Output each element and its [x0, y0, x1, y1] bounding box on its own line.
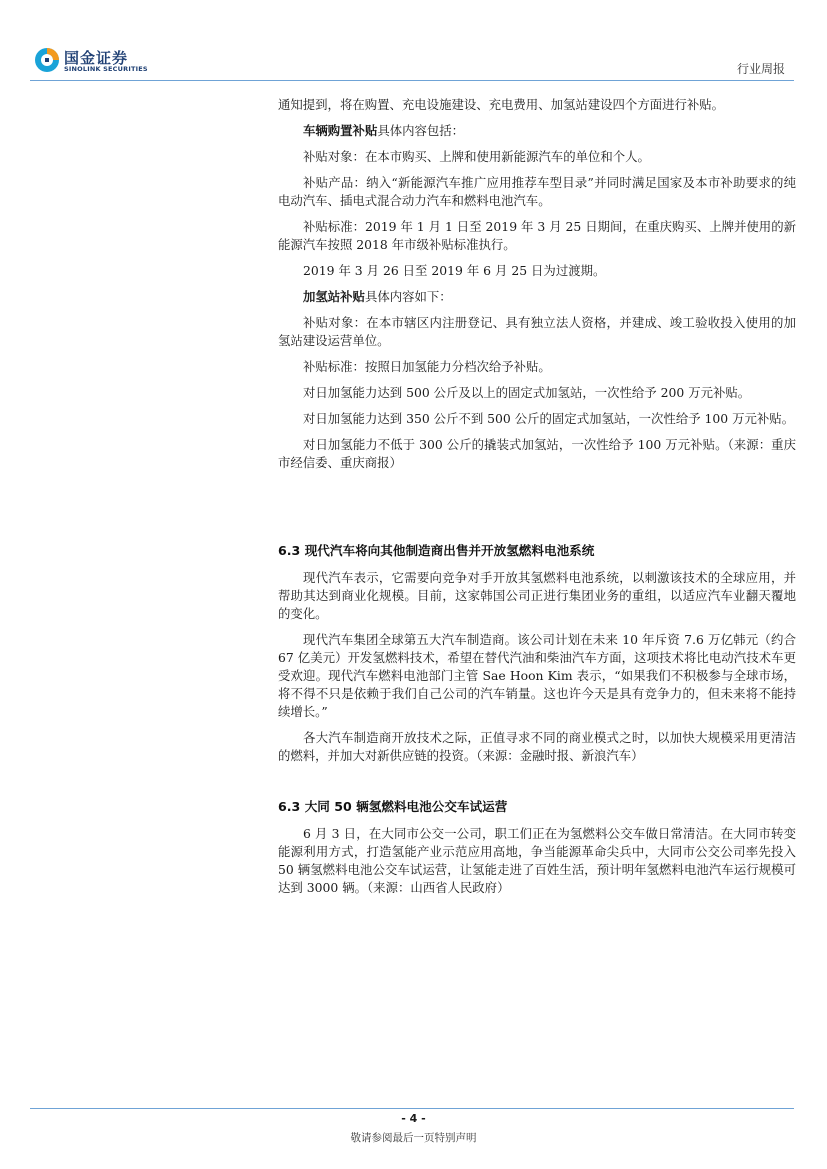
bold-lead: 加氢站补贴	[303, 289, 365, 304]
page-header	[0, 0, 827, 80]
bold-lead: 车辆购置补贴	[303, 123, 378, 138]
company-logo	[34, 47, 164, 77]
paragraph: 补贴对象：在本市辖区内注册登记、具有独立法人资格，并建成、竣工验收投入使用的加氢站建设运营单位。	[278, 315, 796, 348]
footer-divider	[30, 1108, 794, 1109]
paragraph	[278, 288, 796, 306]
paragraph: 对日加氢能力达到 500 公斤及以上的固定式加氢站，一次性给予 200 万元补贴。	[303, 385, 751, 400]
disclaimer-note: 敬请参阅最后一页特别声明	[350, 1132, 477, 1144]
paragraph: 对日加氢能力不低于 300 公斤的撬装式加氢站，一次性给予 100 万元补贴。（来源：重庆市经信委、重庆商报）	[278, 437, 796, 470]
section-datong	[278, 796, 796, 905]
paragraph: 补贴对象：在本市购买、上牌和使用新能源汽车的单位和个人。	[303, 149, 650, 164]
logo-cn-text: 国金证券	[64, 49, 129, 67]
sinolink-logo-icon	[34, 47, 60, 73]
main-content	[278, 96, 796, 480]
paragraph: 补贴标准：2019 年 1 月 1 日至 2019 年 3 月 25 日期间，在重庆购买、上牌并使用的新能源汽车按照 2018 年市级补贴标准执行。	[278, 219, 796, 252]
paragraph: 补贴标准：按照日加氢能力分档次给予补贴。	[303, 359, 551, 374]
section-title: 6.3 大同 50 辆氢燃料电池公交车试运营	[278, 799, 508, 814]
paragraph: 通知提到，将在购置、充电设施建设、充电费用、加氢站建设四个方面进行补贴。	[278, 97, 725, 112]
paragraph: 对日加氢能力达到 350 公斤不到 500 公斤的固定式加氢站，一次性给予 100 万元补贴。	[303, 411, 795, 426]
paragraph-text: 具体内容如下：	[364, 289, 452, 304]
section-hyundai	[278, 540, 796, 773]
paragraph: 现代汽车集团全球第五大汽车制造商。该公司计划在未来 10 年斥资 7.6 万亿韩元（约合 67 亿美元）开发氢燃料技术，希望在替代汽油和柴油汽车方面，这项技术将比电动汽技术车更受欢迎。现代汽车燃料电池部门主管 Sae Hoon Kim 表示，“如果我们不积极参与全球市场，将不得不只是依赖于我们自己公司的汽车销量。这也许今天是具有竞争力的，但未来将不能持续增长。”	[278, 632, 796, 719]
paragraph: 各大汽车制造商开放技术之际，正值寻求不同的商业模式之时，以加快大规模采用更清洁的燃料，并加大对新供应链的投资。（来源：金融时报、新浪汽车）	[278, 730, 796, 763]
paragraph: 现代汽车表示，它需要向竞争对手开放其氢燃料电池系统，以刺激该技术的全球应用，并帮助其达到商业化规模。目前，这家韩国公司正进行集团业务的重组，以适应汽车业翻天覆地的变化。	[278, 570, 796, 621]
paragraph: 6 月 3 日，在大同市公交一公司，职工们正在为氢燃料公交车做日常清洁。在大同市转变能源利用方式，打造氢能产业示范应用高地，争当能源革命尖兵中，大同市公交公司率先投入 50 辆氢燃料电池公交车试运营，让氢能走进了百姓生活，预计明年氢燃料电池汽车运行规模可达到 3000 辆。（来源：山西省人民政府）	[278, 826, 796, 895]
paragraph-text: 具体内容包括：	[377, 123, 465, 138]
logo-en-text: SINOLINK SECURITIES	[64, 65, 148, 73]
header-divider	[30, 80, 794, 81]
paragraph	[278, 122, 796, 140]
paragraph: 2019 年 3 月 26 日至 2019 年 6 月 25 日为过渡期。	[303, 263, 606, 278]
page-number: - 4 -	[401, 1112, 426, 1125]
paragraph: 补贴产品：纳入“新能源汽车推广应用推荐车型目录”并同时满足国家及本市补助要求的纯电动汽车、插电式混合动力汽车和燃料电池汽车。	[278, 175, 796, 208]
section-title: 6.3 现代汽车将向其他制造商出售并开放氢燃料电池系统	[278, 543, 595, 558]
report-type-label: 行业周报	[736, 62, 785, 76]
